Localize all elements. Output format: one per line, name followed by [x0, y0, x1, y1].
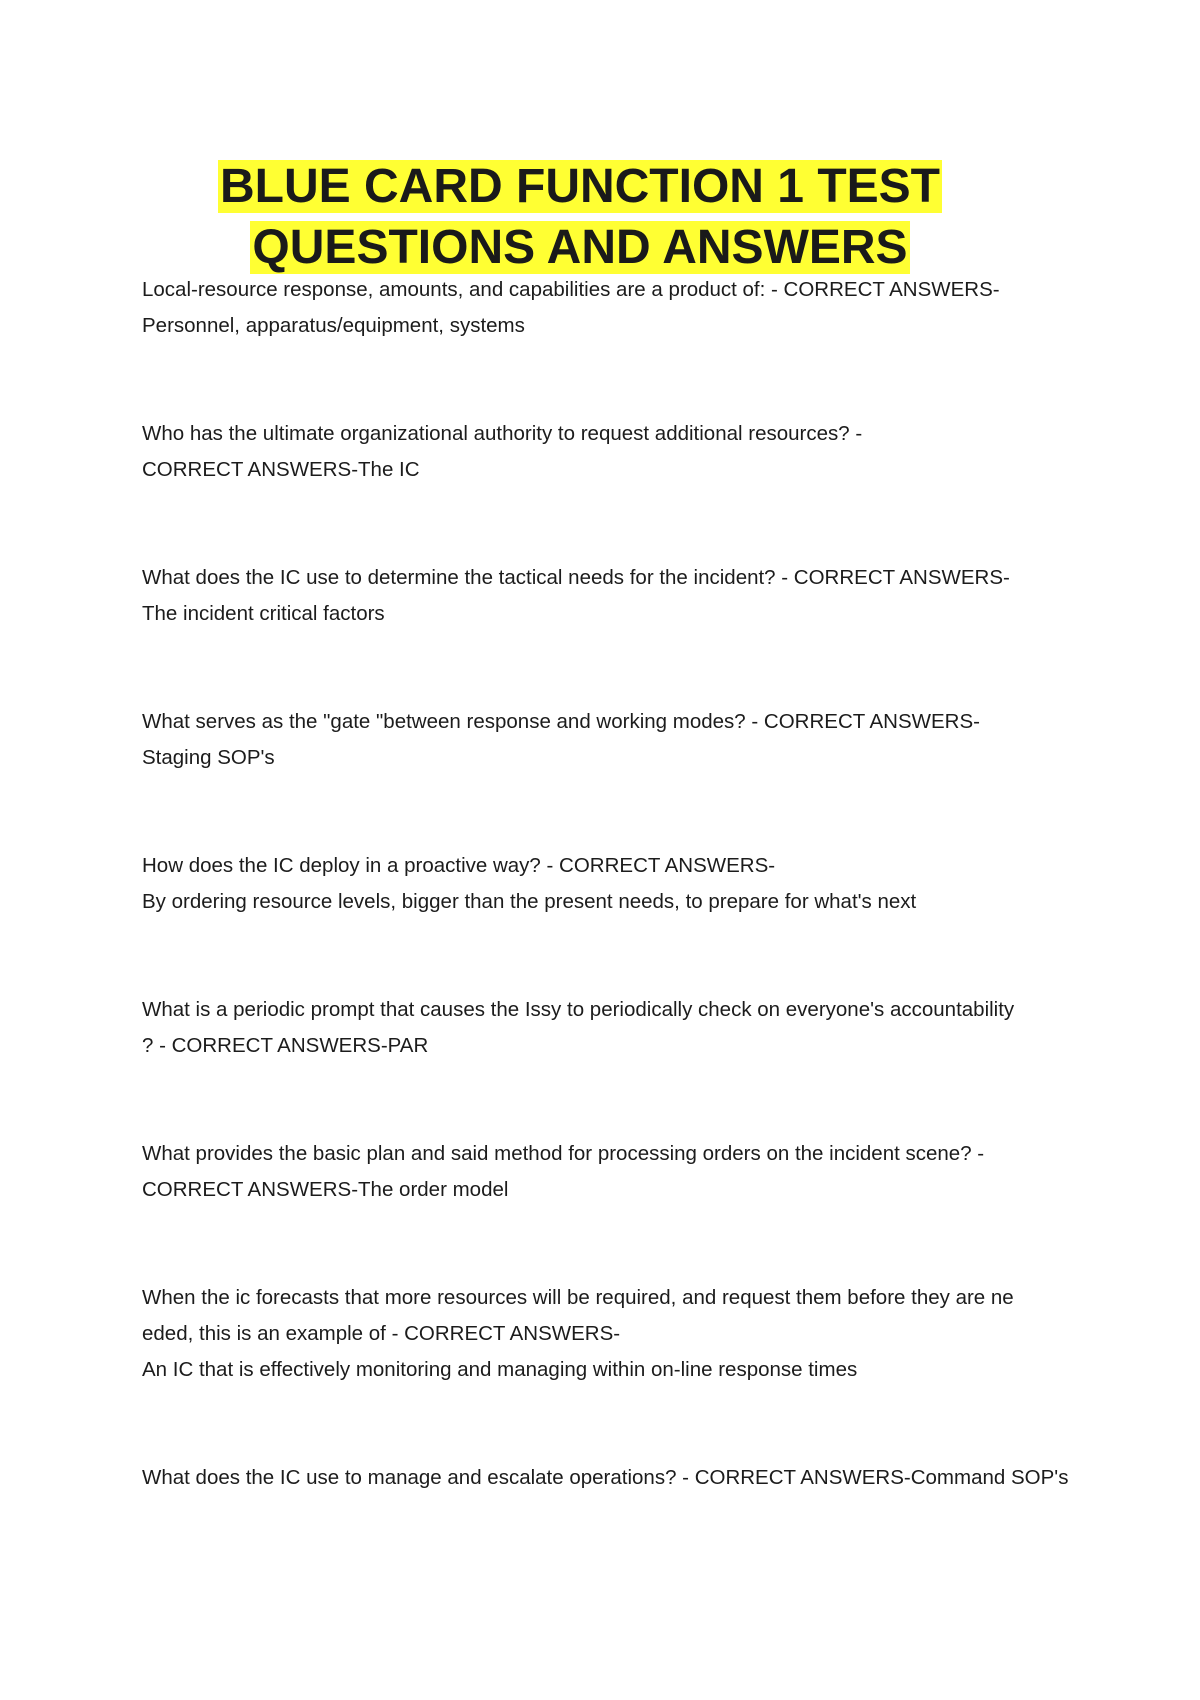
qa-item-1: Local-resource response, amounts, and capabilities are a product of: - CORRECT ANSWERS- Personnel, apparatus/equipment, systems: [142, 278, 1000, 337]
qa-item-4: What serves as the "gate "between response and working modes? - CORRECT ANSWERS- Staging SOP's: [142, 710, 980, 769]
qa-item-9: What does the IC use to manage and escalate operations? - CORRECT ANSWERS-Command SOP's: [142, 1466, 1069, 1489]
qa-item-7: What provides the basic plan and said method for processing orders on the incident scene? - CORRECT ANSWERS-The order model: [142, 1142, 985, 1201]
qa-item-8: When the ic forecasts that more resources will be required, and request them before they are ne eded, this is an example of - CORRECT ANSWERS- An IC that is effectively monitoring and managing within on-line response times: [142, 1286, 1014, 1381]
qa-item-2: Who has the ultimate organizational authority to request additional resources? - CORRECT ANSWERS-The IC: [142, 422, 863, 481]
title-line-1: BLUE CARD FUNCTION 1 TEST: [220, 160, 940, 213]
qa-item-3: What does the IC use to determine the tactical needs for the incident? - CORRECT ANSWERS- The incident critical factors: [142, 566, 1010, 625]
title-line-2: QUESTIONS AND ANSWERS: [252, 221, 908, 274]
document-title: [140, 156, 1020, 278]
qa-item-6: What is a periodic prompt that causes the Issy to periodically check on everyone's accountability ? - CORRECT ANSWERS-PAR: [142, 998, 1015, 1057]
qa-list: [142, 272, 1072, 1496]
title-text: [218, 160, 942, 274]
qa-item-5: How does the IC deploy in a proactive way? - CORRECT ANSWERS- By ordering resource levels, bigger than the present needs, to prepare for what's next: [142, 854, 917, 913]
